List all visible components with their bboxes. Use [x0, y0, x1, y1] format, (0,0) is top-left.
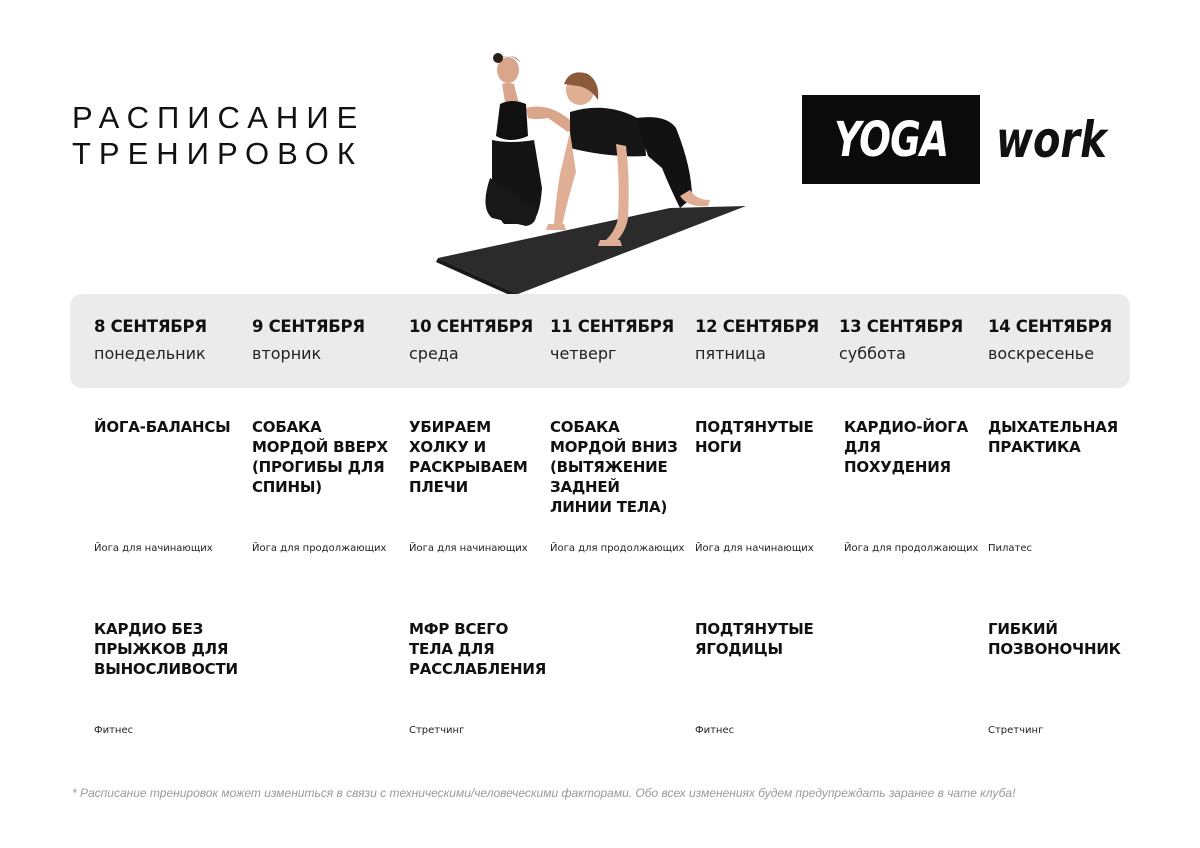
class-type-fri-2: Фитнес	[695, 725, 735, 736]
day-weekday-sat: суббота	[839, 344, 906, 363]
day-weekday-tue: вторник	[252, 344, 322, 363]
class-title-wed-1: УБИРАЕМ ХОЛКУ И РАСКРЫВАЕМ ПЛЕЧИ	[409, 418, 528, 496]
class-title-mon-2: КАРДИО БЕЗ ПРЫЖКОВ ДЛЯ ВЫНОСЛИВОСТИ	[94, 620, 238, 678]
logo-box	[802, 95, 980, 184]
class-type-mon-2: Фитнес	[94, 725, 134, 736]
day-weekday-sun: воскресенье	[988, 344, 1095, 363]
footnote: * Расписание тренировок может измениться в связи с техническими/человеческими факторами. Обо всех изменениях будем предупреждать заранее в чате клуба!	[72, 786, 1016, 800]
page-title	[72, 100, 365, 172]
day-weekday-thu: четверг	[550, 344, 617, 363]
class-type-fri-1: Йога для начинающих	[695, 543, 814, 554]
day-weekday-wed: среда	[409, 344, 459, 363]
class-type-sun-2: Стретчинг	[988, 725, 1044, 736]
day-date-mon: 8 СЕНТЯБРЯ	[94, 317, 207, 336]
day-date-tue: 9 СЕНТЯБРЯ	[252, 317, 365, 336]
class-type-wed-1: Йога для начинающих	[409, 543, 528, 554]
logo-work-text: work	[996, 110, 1107, 169]
yoga-work-logo	[802, 95, 1134, 184]
day-date-sat: 13 СЕНТЯБРЯ	[839, 317, 963, 336]
class-type-sat-1: Йога для продолжающих	[844, 543, 979, 554]
day-date-sun: 14 СЕНТЯБРЯ	[988, 317, 1112, 336]
class-type-sun-1: Пилатес	[988, 543, 1033, 554]
class-type-tue-1: Йога для продолжающих	[252, 543, 387, 554]
class-title-fri-1: ПОДТЯНУТЫЕ НОГИ	[695, 418, 814, 456]
class-title-thu-1: СОБАКА МОРДОЙ ВНИЗ (ВЫТЯЖЕНИЕ ЗАДНЕЙ ЛИНИИ ТЕЛА)	[550, 418, 678, 516]
class-title-sun-2: ГИБКИЙ ПОЗВОНОЧНИК	[988, 620, 1121, 658]
day-weekday-mon: понедельник	[94, 344, 206, 363]
days-header-bar	[70, 294, 1130, 388]
day-date-thu: 11 СЕНТЯБРЯ	[550, 317, 674, 336]
class-type-thu-1: Йога для продолжающих	[550, 543, 685, 554]
class-title-tue-1: СОБАКА МОРДОЙ ВВЕРХ (ПРОГИБЫ ДЛЯ СПИНЫ)	[252, 418, 388, 496]
class-title-fri-2: ПОДТЯНУТЫЕ ЯГОДИЦЫ	[695, 620, 814, 658]
class-title-sat-1: КАРДИО-ЙОГА ДЛЯ ПОХУДЕНИЯ	[844, 418, 969, 476]
class-type-wed-2: Стретчинг	[409, 725, 465, 736]
day-date-wed: 10 СЕНТЯБРЯ	[409, 317, 533, 336]
hero-photo	[430, 48, 760, 298]
class-title-mon-1: ЙОГА-БАЛАНСЫ	[94, 418, 231, 436]
logo-yoga-text: YOGA	[833, 111, 949, 168]
page-title-line2: ТРЕНИРОВОК	[72, 136, 363, 171]
day-date-fri: 12 СЕНТЯБРЯ	[695, 317, 819, 336]
class-type-mon-1: Йога для начинающих	[94, 543, 213, 554]
class-title-sun-1: ДЫХАТЕЛЬНАЯ ПРАКТИКА	[988, 418, 1118, 456]
class-title-wed-2: МФР ВСЕГО ТЕЛА ДЛЯ РАССЛАБЛЕНИЯ	[409, 620, 547, 678]
page-title-line1: РАСПИСАНИЕ	[72, 100, 366, 135]
day-weekday-fri: пятница	[695, 344, 766, 363]
